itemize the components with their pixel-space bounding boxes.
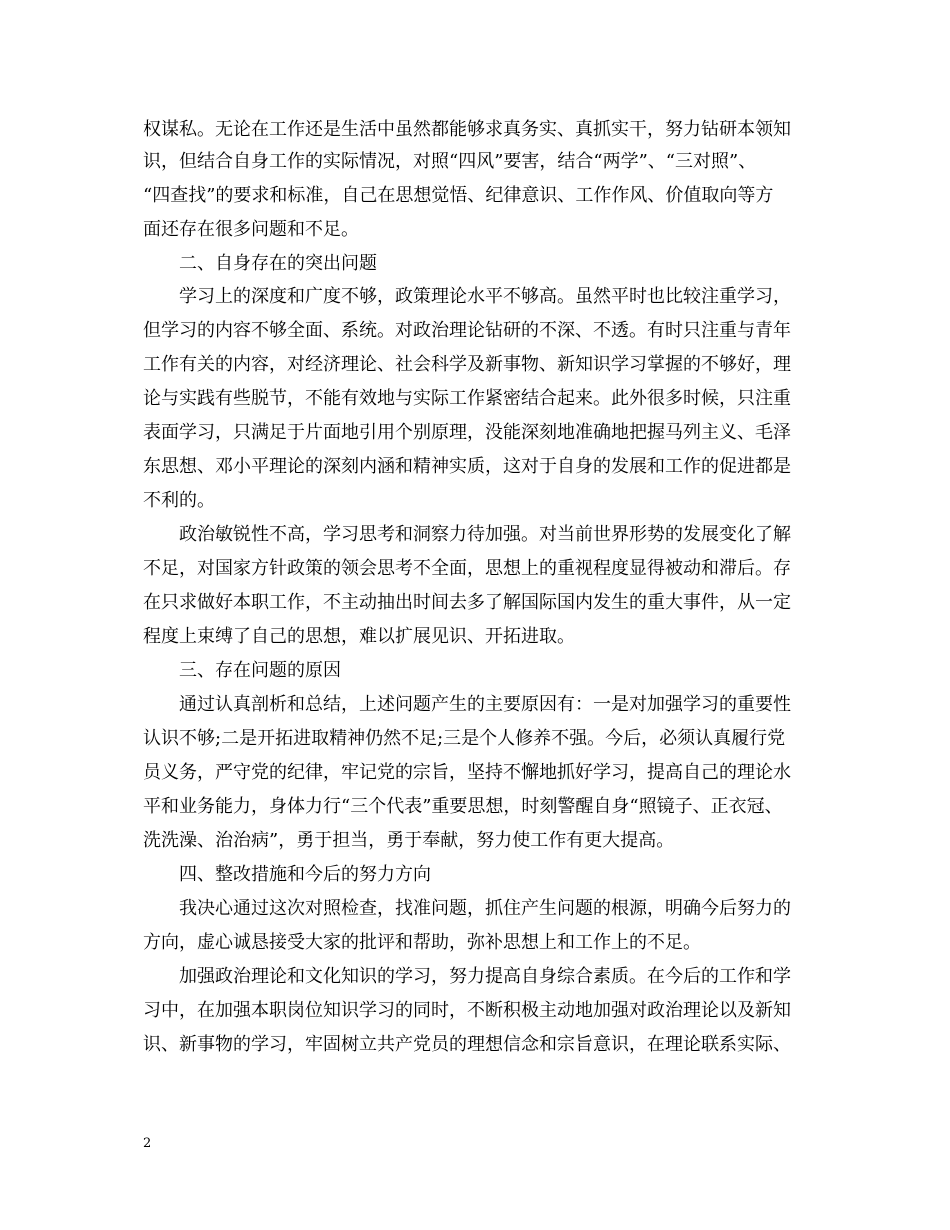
text-line: 权谋私。无论在工作还是生活中虽然都能够求真务实、真抓实干，努力钻研本领知 xyxy=(143,119,791,140)
text-line: 工作有关的内容，对经济理论、社会科学及新事物、新知识学习掌握的不够好，理 xyxy=(143,354,791,375)
text-line: 东思想、邓小平理论的深刻内涵和精神实质，这对于自身的发展和工作的促进都是 xyxy=(143,456,791,477)
text-line: 在只求做好本职工作，不主动抽出时间去多了解国际国内发生的重大事件，从一定 xyxy=(143,592,791,613)
text-line: 认识不够;二是开拓进取精神仍然不足;三是个人修养不强。今后，必须认真履行党 xyxy=(143,728,786,749)
text-line: 学习上的深度和广度不够，政策理论水平不够高。虽然平时也比较注重学习， xyxy=(179,286,791,307)
text-line: 员义务，严守党的纪律，牢记党的宗旨，坚持不懈地抓好学习，提高自己的理论水 xyxy=(143,762,791,783)
text-line: 习中，在加强本职岗位知识学习的同时，不断积极主动地加强对政治理论以及新知 xyxy=(143,1000,791,1021)
text-line: 论与实践有些脱节，不能有效地与实际工作紧密结合起来。此外很多时候，只注重 xyxy=(143,388,791,409)
section-heading: 四、整改措施和今后的努力方向 xyxy=(179,864,431,885)
text-line: 程度上束缚了自己的思想，难以扩展见识、开拓进取。 xyxy=(143,626,575,647)
text-line: 加强政治理论和文化知识的学习，努力提高自身综合素质。在今后的工作和学 xyxy=(179,966,791,987)
text-line: 政治敏锐性不高，学习思考和洞察力待加强。对当前世界形势的发展变化了解 xyxy=(179,524,791,545)
text-line: 我决心通过这次对照检查，找准问题，抓住产生问题的根源，明确今后努力的 xyxy=(179,898,791,919)
text-line: 但学习的内容不够全面、系统。对政治理论钻研的不深、不透。有时只注重与青年 xyxy=(143,320,791,341)
section-heading: 二、自身存在的突出问题 xyxy=(179,253,377,274)
text-line: 面还存在很多问题和不足。 xyxy=(143,219,359,240)
text-line: 识，但结合自身工作的实际情况，对照“四风”要害，结合“两学”、“三对照”、 xyxy=(143,151,757,172)
text-line: 方向，虚心诚恳接受大家的批评和帮助，弥补思想上和工作上的不足。 xyxy=(143,932,701,953)
text-line: 通过认真剖析和总结，上述问题产生的主要原因有：一是对加强学习的重要性 xyxy=(179,694,791,715)
text-line: 识、新事物的学习，牢固树立共产党员的理想信念和宗旨意识，在理论联系实际、 xyxy=(143,1034,791,1055)
text-line: 不利的。 xyxy=(143,490,215,511)
text-line: “四查找”的要求和标准，自己在思想觉悟、纪律意识、工作作风、价值取向等方 xyxy=(143,185,774,206)
text-line: 洗洗澡、治治病”，勇于担当，勇于奉献，努力使工作有更大提高。 xyxy=(143,830,675,851)
page-number: 2 xyxy=(143,1136,152,1151)
text-line: 平和业务能力，身体力行“三个代表”重要思想，时刻警醒自身“照镜子、正衣冠、 xyxy=(143,796,783,817)
section-heading: 三、存在问题的原因 xyxy=(179,660,341,681)
text-line: 不足，对国家方针政策的领会思考不全面，思想上的重视程度显得被动和滞后。存 xyxy=(143,558,791,579)
text-line: 表面学习，只满足于片面地引用个别原理，没能深刻地准确地把握马列主义、毛泽 xyxy=(143,422,791,443)
